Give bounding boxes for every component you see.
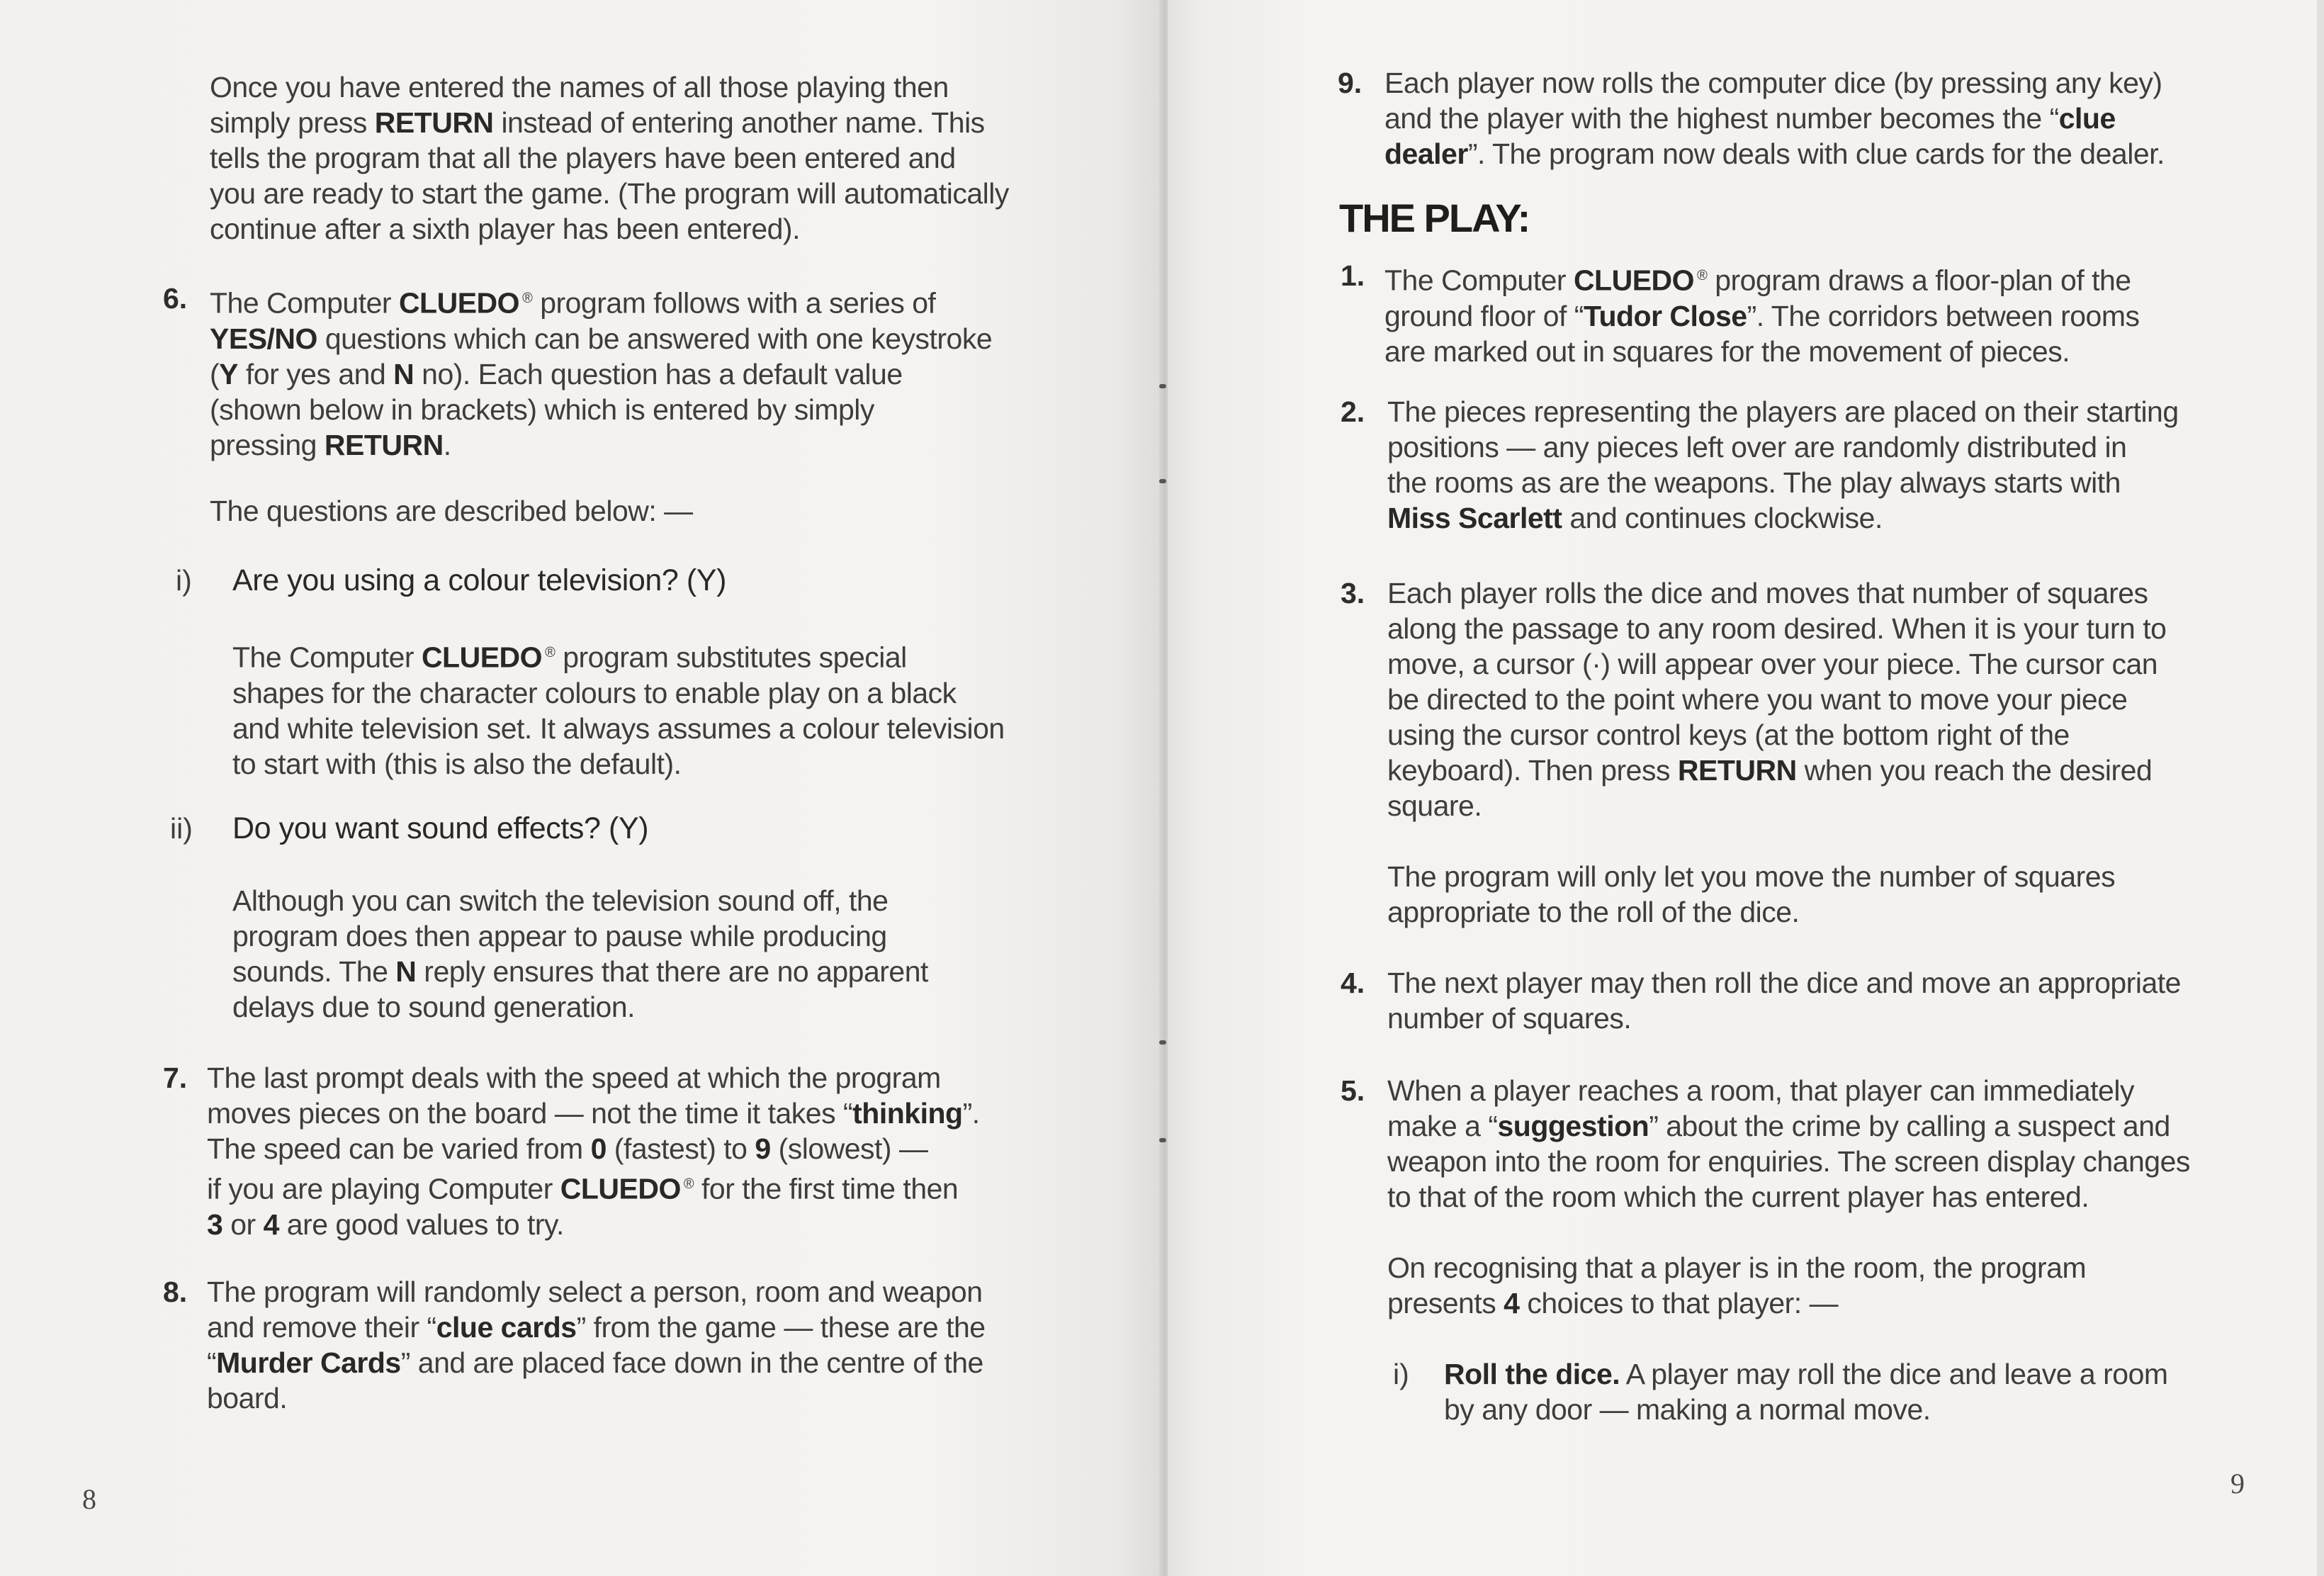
text-line: ground floor of “Tudor Close”. The corridors between rooms (1384, 299, 2140, 332)
item-6-text (210, 281, 1060, 463)
text-line: square. (1387, 789, 1482, 822)
text-line: YES/NO questions which can be answered with one keystroke (210, 322, 993, 355)
item-8-text (207, 1274, 1071, 1416)
text-line: pressing RETURN. (210, 428, 451, 461)
item-number: 3. (1341, 577, 1365, 609)
text-line: moves pieces on the board — not the time it takes “thinking”. (207, 1097, 980, 1130)
intro-paragraph (210, 69, 1046, 247)
play-item-3-note (1387, 859, 2301, 930)
page-number: 9 (2230, 1468, 2245, 1499)
text-line: you are ready to start the game. (The program will automatically (210, 177, 1009, 210)
text-line: delays due to sound generation. (232, 991, 636, 1023)
text-line: to that of the room which the current player has entered. (1387, 1181, 2089, 1213)
text-line: The last prompt deals with the speed at which the program (207, 1062, 941, 1094)
item-number: 7. (163, 1062, 188, 1094)
staple-mark (1159, 1040, 1166, 1045)
text-line: the rooms as are the weapons. The play always starts with (1387, 466, 2121, 499)
text-line: move, a cursor (·) will appear over your piece. The cursor can (1387, 648, 2158, 680)
text-line: Each player now rolls the computer dice (by pressing any key) (1384, 67, 2162, 99)
text-line: are marked out in squares for the movement of pieces. (1384, 334, 2070, 368)
staple-mark (1159, 479, 1166, 483)
text-line: On recognising that a player is in the room, the program (1387, 1251, 2087, 1284)
text-line: number of squares. (1387, 1002, 1632, 1035)
text-line: by any door — making a normal move. (1444, 1393, 1931, 1426)
text-line: Miss Scarlett and continues clockwise. (1387, 502, 1883, 534)
item-number: 4. (1341, 967, 1365, 999)
text-line: continue after a sixth player has been entered). (210, 213, 800, 245)
text-line: When a player reaches a room, that player can immediately (1387, 1074, 2134, 1107)
text-line: and remove their “clue cards” from the game — these are the (207, 1311, 986, 1344)
play-item-3-text (1387, 575, 2301, 823)
text-line: The program will only let you move the number of squares (1387, 860, 2116, 893)
text-line: Once you have entered the names of all those playing then (210, 71, 949, 103)
text-line: using the cursor control keys (at the bottom right of the (1387, 719, 2070, 751)
text-line: Although you can switch the television sound off, the (232, 884, 889, 917)
text-line: shapes for the character colours to enable play on a black (232, 676, 957, 709)
text-line: (shown below in brackets) which is entered by simply (210, 393, 874, 426)
choice-1-text (1444, 1356, 2308, 1427)
question-number: ii) (170, 812, 193, 845)
item-number: 2. (1341, 395, 1365, 428)
item-number: 5. (1341, 1074, 1365, 1107)
text-line: simply press RETURN instead of entering another name. This (210, 106, 985, 139)
text-line: appropriate to the roll of the dice. (1387, 896, 1800, 928)
item-number: 8. (163, 1276, 188, 1308)
question-title: Do you want sound effects? (Y) (232, 811, 649, 845)
text-line: tells the program that all the players have been entered and (210, 142, 956, 174)
question-2-text (232, 883, 1068, 1025)
play-item-1-text (1384, 258, 2298, 369)
page-edge-right (2317, 0, 2324, 1576)
text-line: board. (207, 1382, 288, 1414)
page-number: 8 (82, 1483, 96, 1515)
text-line: weapon into the room for enquiries. The screen display changes (1387, 1145, 2190, 1178)
right-page (1168, 0, 2324, 1576)
question-1-text (232, 635, 1068, 782)
text-line: and white television set. It always assumes a colour television (232, 711, 1005, 745)
text-line: The Computer CLUEDO ® program substitutes special (232, 641, 907, 674)
item-7-text (207, 1060, 1057, 1242)
play-item-5-note (1387, 1250, 2301, 1321)
text-line: to start with (this is also the default). (232, 747, 682, 780)
text-line: The Computer CLUEDO ® program draws a floor-plan of the (1384, 264, 2131, 297)
text-line: keyboard). Then press RETURN when you reach the desired (1387, 754, 2153, 787)
text-line: Roll the dice. A player may roll the dice and leave a room (1444, 1358, 2168, 1390)
text-line: (Y for yes and N no). Each question has a default value (210, 357, 903, 390)
text-line: be directed to the point where you want to move your piece (1387, 683, 2128, 716)
item-number: 6. (163, 282, 188, 315)
item-number: 1. (1341, 259, 1365, 292)
text-line: and the player with the highest number becomes the “clue (1384, 102, 2116, 135)
questions-intro: The questions are described below: — (210, 495, 693, 527)
item-9-text (1384, 65, 2298, 171)
play-item-5-text (1387, 1073, 2301, 1215)
staple-mark (1159, 384, 1166, 388)
text-line: The Computer CLUEDO ® program follows with a series of (210, 286, 936, 320)
play-item-2-text (1387, 394, 2301, 536)
text-line: along the passage to any room desired. When it is your turn to (1387, 612, 2167, 645)
text-line: The pieces representing the players are placed on their starting (1387, 395, 2179, 428)
text-line: if you are playing Computer CLUEDO ® for the first time then (207, 1172, 959, 1205)
text-line: 3 or 4 are good values to try. (207, 1208, 564, 1241)
question-number: i) (176, 564, 192, 597)
text-line: The next player may then roll the dice and move an appropriate (1387, 967, 2181, 999)
text-line: sounds. The N reply ensures that there are no apparent (232, 955, 928, 988)
text-line: Each player rolls the dice and moves that number of squares (1387, 577, 2148, 609)
staple-mark (1159, 1138, 1166, 1142)
text-line: presents 4 choices to that player: — (1387, 1287, 1839, 1319)
section-heading: THE PLAY: (1339, 196, 1530, 240)
item-number: 9. (1338, 67, 1363, 99)
play-item-4-text (1387, 965, 2308, 1036)
text-line: positions — any pieces left over are randomly distributed in (1387, 431, 2127, 463)
text-line: make a “suggestion” about the crime by calling a suspect and (1387, 1110, 2170, 1142)
text-line: program does then appear to pause while producing (232, 920, 887, 952)
text-line: The program will randomly select a person, room and weapon (207, 1276, 983, 1308)
text-line: dealer”. The program now deals with clue cards for the dealer. (1384, 137, 2165, 170)
text-line: The speed can be varied from 0 (fastest) to 9 (slowest) — (207, 1132, 928, 1165)
text-line: “Murder Cards” and are placed face down in the centre of the (207, 1346, 983, 1379)
question-title: Are you using a colour television? (Y) (232, 563, 727, 597)
choice-number: i) (1393, 1358, 1409, 1390)
